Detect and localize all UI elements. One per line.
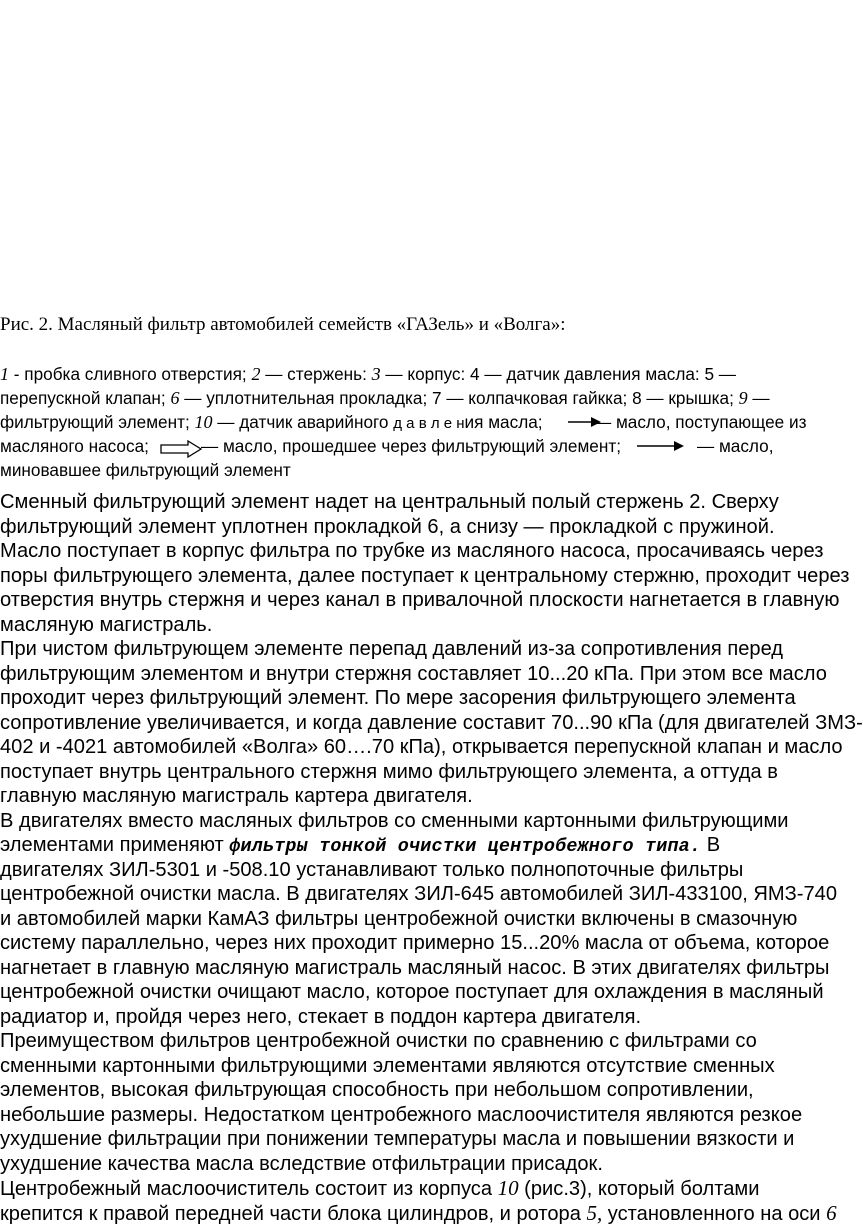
text-line: поры фильтрующего элемента, далее поступает к центральному стержню, проходит через bbox=[0, 564, 850, 587]
ref-number: 5, bbox=[586, 1200, 603, 1225]
text-line: масляную магистраль. bbox=[0, 613, 213, 636]
legend-number: 3 bbox=[371, 364, 381, 384]
legend-number: 9 bbox=[738, 388, 748, 408]
legend-spaced-text: д а в л е н bbox=[393, 415, 465, 432]
legend-line-4 bbox=[0, 434, 810, 458]
text-line: При чистом фильтрующем элементе перепад давлений из-за сопротивления перед bbox=[0, 638, 784, 660]
text-line: ухудшение фильтрации при понижении температуры масла и повышении вязкости и bbox=[0, 1128, 795, 1150]
legend-text: — корпус: 4 — датчик давления масла: 5 — bbox=[380, 364, 736, 384]
text-line: Сменный фильтрующий элемент надет на центральный полый стержень 2. Сверху bbox=[0, 491, 779, 513]
figure-caption: Рис. 2. Масляный фильтр автомобилей семейств «ГАЗель» и «Волга»: bbox=[0, 314, 566, 335]
legend-number: 2 bbox=[251, 364, 261, 384]
text-line: главную масляную магистраль картера двигателя. bbox=[0, 785, 473, 807]
text-line bbox=[0, 1176, 816, 1201]
text-fragment: установленного на оси bbox=[602, 1202, 827, 1225]
legend-line-3 bbox=[0, 410, 810, 434]
text-line: фильтрующим элементом и внутри стержня составляет 10...20 кПа. При этом все масло bbox=[0, 662, 827, 685]
legend-line-5 bbox=[0, 458, 810, 482]
text-line: центробежной очистки масла. В двигателях ЗИЛ-645 автомобилей ЗИЛ-433100, ЯМЗ-740 bbox=[0, 883, 838, 905]
text-line: центробежной очистки очищают масло, которое поступает для охлаждения в масляный bbox=[0, 981, 824, 1003]
ref-number: 10 bbox=[497, 1176, 519, 1200]
bold-emphasis: фильтры тонкой очистки центробежного типа. bbox=[229, 836, 702, 857]
legend-text: — масло, поступающее из bbox=[594, 412, 807, 432]
text-line: систему параллельно, через них проходит примерно 15...20% масла от объема, которое bbox=[0, 932, 830, 954]
legend-number: 6 bbox=[170, 388, 180, 408]
arrow-right-long-icon bbox=[636, 438, 686, 454]
legend-line-2 bbox=[0, 386, 810, 410]
body-text bbox=[0, 490, 863, 1225]
text-line: 402 и -4021 автомобилей «Волга» 60….70 кПа), открывается перепускной клапан и масло bbox=[0, 736, 843, 758]
text-line bbox=[0, 1200, 837, 1226]
arrow-right-hollow-icon bbox=[160, 440, 202, 458]
legend-number: 1 bbox=[0, 364, 9, 384]
text-line: проходит через фильтрующий элемент. По мере засорения фильтрующего элемента bbox=[0, 687, 796, 709]
text-line bbox=[0, 833, 816, 858]
legend-text: — датчик аварийного bbox=[212, 412, 394, 432]
text-line: ухудшение качества масла вследствие отфильтрации присадок. bbox=[0, 1152, 603, 1175]
legend-line-1 bbox=[0, 362, 810, 386]
text-fragment: элементами применяют bbox=[0, 834, 230, 856]
figure-legend bbox=[0, 362, 810, 482]
legend-text: фильтрующий элемент; bbox=[0, 412, 195, 432]
text-line: радиатор и, пройдя через него, стекает в поддон картера двигателя. bbox=[0, 1005, 642, 1028]
legend-text: — стержень: bbox=[260, 364, 372, 384]
legend-text: — масло, bbox=[697, 436, 774, 456]
legend-text: — bbox=[747, 388, 770, 408]
text-line: поступает внутрь центрального стержня мимо фильтрующего элемента, а оттуда в bbox=[0, 760, 778, 783]
legend-text: — уплотнительная прокладка; 7 — колпачковая гайкка; 8 — крышка; bbox=[179, 388, 739, 408]
text-line: и автомобилей марки КамАЗ фильтры центробежной очистки включены в смазочную bbox=[0, 907, 798, 930]
text-line: отверстия внутрь стержня и через канал в привалочной плоскости нагнетается в главную bbox=[0, 589, 840, 611]
legend-text: масляного насоса; bbox=[0, 436, 149, 456]
legend-number: 10 bbox=[194, 412, 213, 432]
text-fragment: крепится к правой передней части блока цилиндров, и ротора bbox=[0, 1202, 587, 1225]
text-line: нагнетает в главную масляную магистраль масляный насос. В этих двигателях фильтры bbox=[0, 956, 830, 979]
text-line: Преимуществом фильтров центробежной очистки по сравнению с фильтрами со bbox=[0, 1030, 757, 1052]
ref-number: 6 bbox=[826, 1200, 837, 1225]
text-line: элементов, высокая фильтрующая способность при небольшом сопротивлении, bbox=[0, 1079, 754, 1101]
text-fragment: В bbox=[701, 834, 721, 856]
legend-text: - пробка сливного отверстия; bbox=[9, 364, 252, 384]
legend-text: перепускной клапан; bbox=[0, 388, 171, 408]
text-line: сопротивление увеличивается, и когда давление составит 70...90 кПа (для двигателей ЗМЗ- bbox=[0, 711, 863, 734]
text-line: В двигателях вместо масляных фильтров со сменными картонными фильтрующими bbox=[0, 809, 789, 832]
text-line: двигателях ЗИЛ-5301 и -508.10 устанавливают только полнопоточные фильтры bbox=[0, 858, 744, 881]
text-line: небольшие размеры. Недостатком центробежного маслоочистителя являются резкое bbox=[0, 1103, 803, 1126]
legend-text: миновавшее фильтрующий элемент bbox=[0, 460, 291, 480]
text-fragment: Центробежный маслоочиститель состоит из корпуса bbox=[0, 1178, 498, 1200]
legend-text: ия масла; bbox=[464, 412, 543, 432]
text-line: Масло поступает в корпус фильтра по трубке из масляного насоса, просачиваясь через bbox=[0, 540, 824, 562]
text-line: сменными картонными фильтрующими элементами являются отсутствие сменных bbox=[0, 1054, 775, 1077]
text-line: фильтрующий элемент уплотнен прокладкой 6, а снизу — прокладкой с пружиной. bbox=[0, 515, 775, 538]
text-fragment: (рис.3), который болтами bbox=[518, 1178, 760, 1200]
legend-text: — масло, прошедшее через фильтрующий элемент; bbox=[201, 436, 621, 456]
